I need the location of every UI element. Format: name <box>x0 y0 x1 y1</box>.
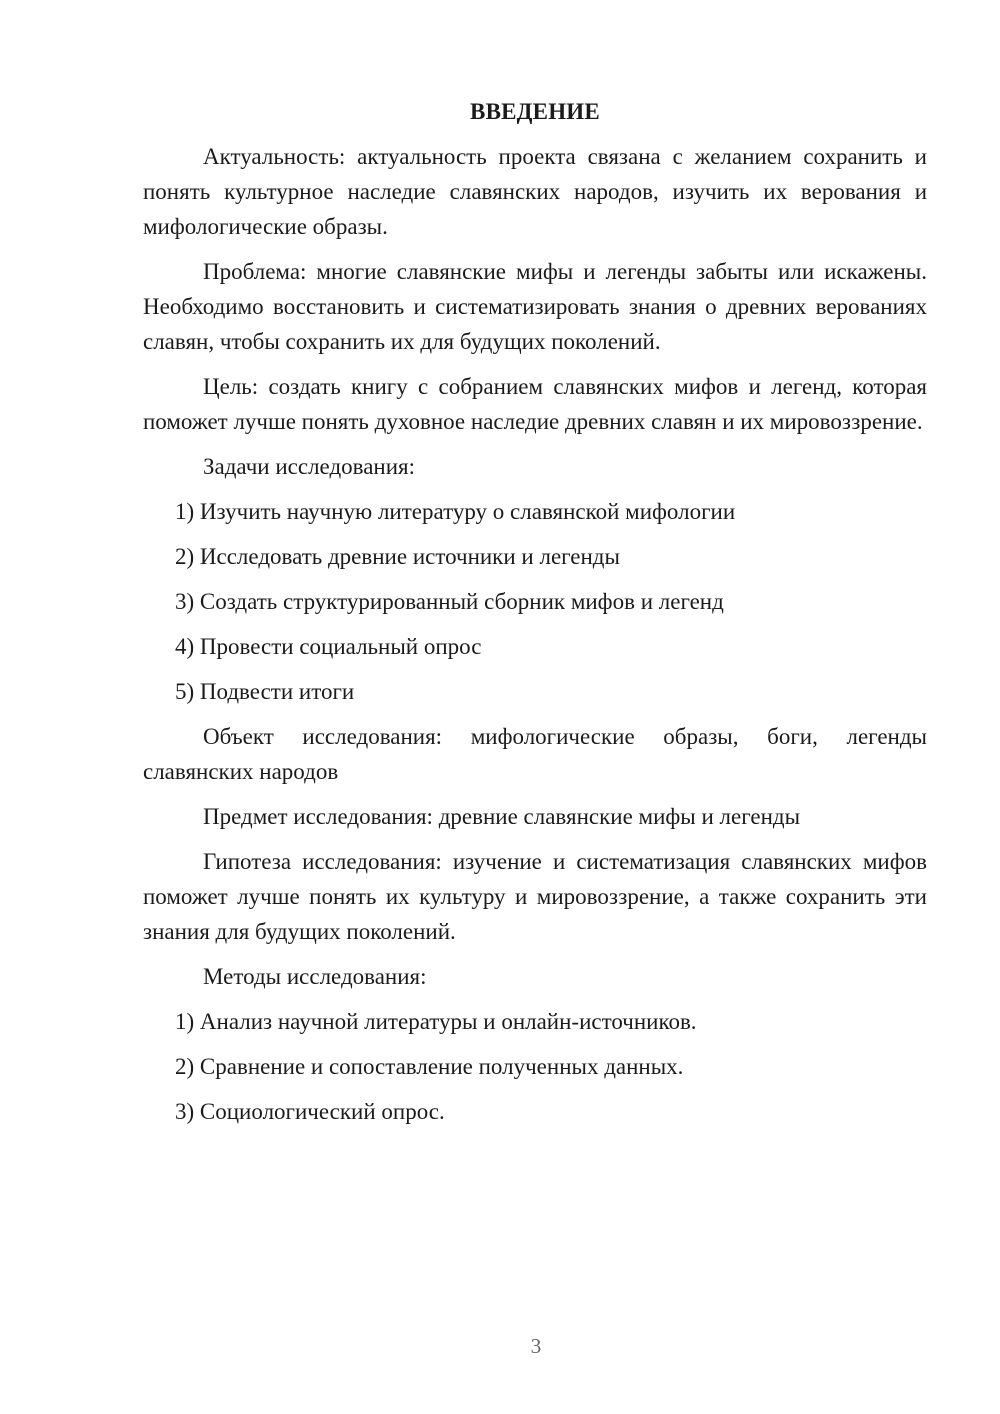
methods-list-item: 1) Анализ научной литературы и онлайн-источников. <box>175 1009 697 1034</box>
tasks-list-item: 5) Подвести итоги <box>175 679 355 704</box>
page-number: 3 <box>530 1334 542 1358</box>
tasks-list-item: 1) Изучить научную литературу о славянской мифологии <box>175 499 736 524</box>
problem-paragraph: Проблема: многие славянские мифы и легенды забыты или искажены. Необходимо восстановить и систематизировать знания о древних верованиях славян, чтобы сохранить их для будущих поколений. <box>143 259 927 354</box>
page-title: ВВЕДЕНИЕ <box>470 99 600 124</box>
tasks-list-item: 2) Исследовать древние источники и легенды <box>175 544 620 569</box>
object-paragraph: Объект исследования: мифологические образы, боги, легенды славянских народов <box>143 724 927 784</box>
hypothesis-paragraph: Гипотеза исследования: изучение и систематизация славянских мифов поможет лучше понять их культуру и мировоззрение, а также сохранить эти знания для будущих поколений. <box>143 849 927 944</box>
relevance-paragraph: Актуальность: актуальность проекта связана с желанием сохранить и понять культурное наследие славянских народов, изучить их верования и мифологические образы. <box>143 144 927 239</box>
subject-paragraph: Предмет исследования: древние славянские мифы и легенды <box>203 804 801 829</box>
methods-list-item: 2) Сравнение и сопоставление полученных данных. <box>175 1054 684 1079</box>
tasks-list-item: 3) Создать структурированный сборник мифов и легенд <box>175 589 724 614</box>
tasks-list <box>143 494 927 709</box>
methods-list <box>143 1004 927 1129</box>
goal-paragraph: Цель: создать книгу с собранием славянских мифов и легенд, которая поможет лучше понять духовное наследие древних славян и их мировоззрение. <box>143 374 927 434</box>
tasks-list-item: 4) Провести социальный опрос <box>175 634 482 659</box>
page-content <box>143 93 927 1139</box>
methods-heading: Методы исследования: <box>203 964 427 989</box>
tasks-heading: Задачи исследования: <box>203 454 416 479</box>
methods-list-item: 3) Социологический опрос. <box>175 1099 445 1124</box>
